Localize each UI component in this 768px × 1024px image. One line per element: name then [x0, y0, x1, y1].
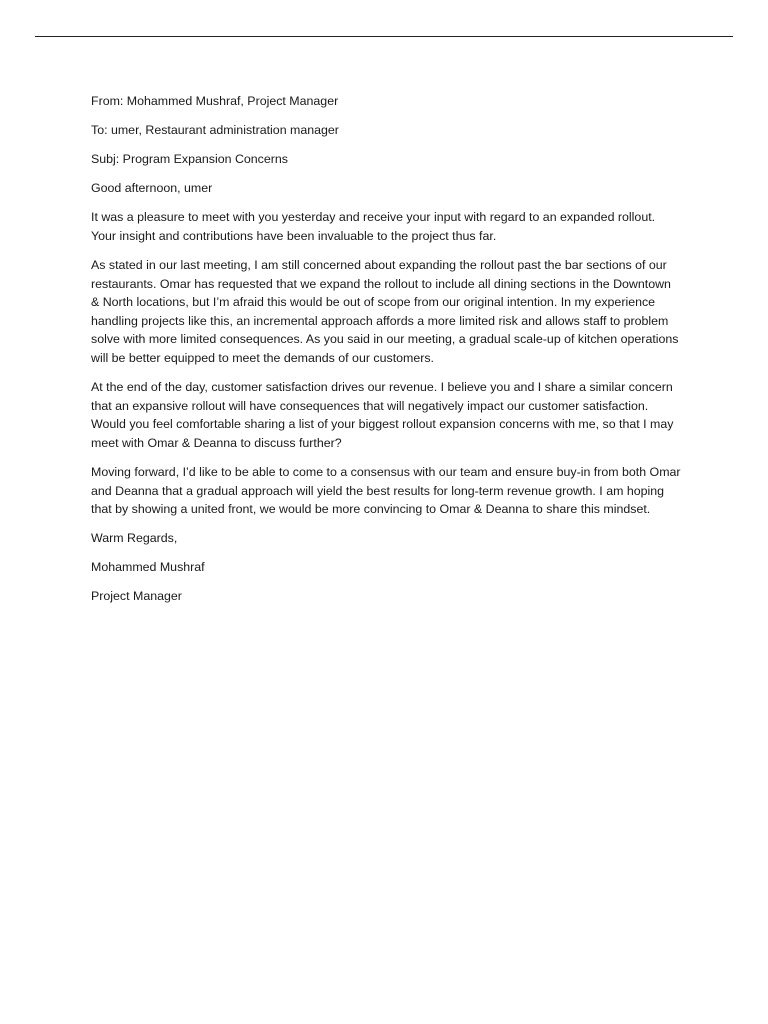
greeting: Good afternoon, umer	[91, 181, 213, 196]
paragraph-4: Moving forward, I’d like to be able to come to a consensus with our team and ensure buy-in from both Omar and Deanna that a gradual approach will yield the best results for long-term revenue growth. I am hoping that by showing a united front, we would be more convincing to Omar & Deanna to share this mindset.	[91, 465, 681, 517]
paragraph-1: It was a pleasure to meet with you yesterday and receive your input with regard to an expanded rollout. Your insight and contributions have been invaluable to the project thus far.	[91, 210, 656, 243]
from-line: From: Mohammed Mushraf, Project Manager	[91, 94, 339, 108]
letter-body	[91, 92, 681, 617]
subject-line: Subj: Program Expansion Concerns	[91, 152, 288, 167]
paragraph-2: As stated in our last meeting, I am still concerned about expanding the rollout past the bar sections of our restaurants. Omar has requested that we expand the rollout to include all dining sections in the Downtown & North locations, but I’m afraid this would be out of scope from our original intention. In my experience handling projects like this, an incremental approach affords a more limited risk and allows staff to problem solve with more limited consequences. As you said in our meeting, a gradual scale-up of kitchen operations will be better equipped to meet the demands of our customers.	[91, 258, 679, 366]
closing: Warm Regards,	[91, 531, 178, 546]
header-rule	[35, 36, 733, 37]
paragraph-3: At the end of the day, customer satisfaction drives our revenue. I believe you and I share a similar concern that an expansive rollout will have consequences that will negatively impact our customer satisfaction. Would you feel comfortable sharing a list of your biggest rollout expansion concerns with me, so that I may meet with Omar & Deanna to discuss further?	[91, 380, 674, 450]
signature-name: Mohammed Mushraf	[91, 560, 205, 575]
to-line: To: umer, Restaurant administration manager	[91, 123, 339, 138]
signature-title: Project Manager	[91, 589, 182, 604]
